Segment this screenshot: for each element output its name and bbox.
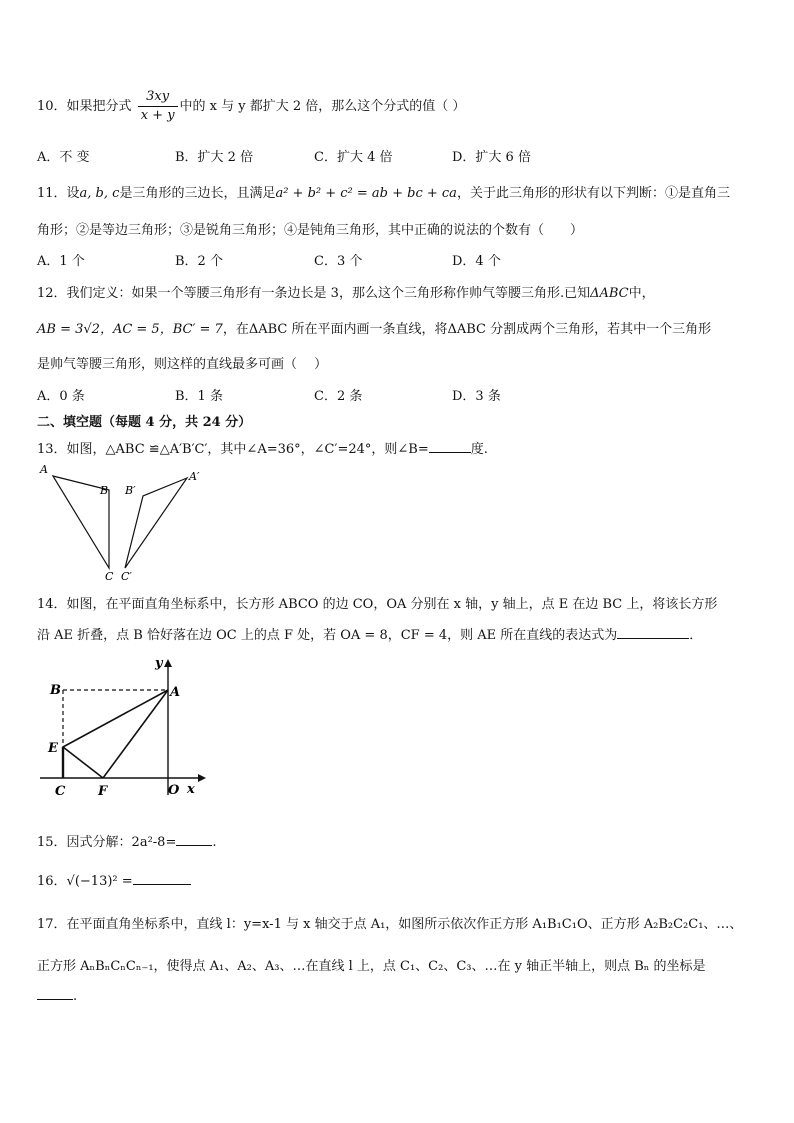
question-17-line-1: 17．在平面直角坐标系中，直线 l：y=x-1 与 x 轴交于点 A₁，如图所示依次作正方形 A₁B₁C₁O、正方形 A₂B₂C₂C₁、…、 xyxy=(37,917,743,932)
q10-text-pre: 如果把分式 xyxy=(66,99,132,114)
q10-option-a: A．不 变 xyxy=(37,150,90,165)
section-2-heading: 二、填空题（每题 4 分，共 24 分） xyxy=(37,415,252,430)
q15-text: 15．因式分解：2a²-8= xyxy=(37,835,177,850)
label-b: B xyxy=(50,683,61,698)
q17-suffix: . xyxy=(73,989,78,1004)
q11-option-a: A．1 个 xyxy=(37,254,85,269)
label-c-prime: C′ xyxy=(121,570,132,583)
segment-ef xyxy=(63,747,103,778)
q12-ab: AB = 3√2 xyxy=(37,322,100,337)
q12-bc: ，BC′ = 7 xyxy=(159,322,223,337)
question-14-line-2 xyxy=(37,624,702,643)
q10-option-c: C．扩大 4 倍 xyxy=(314,150,393,165)
q11-option-b: B．2 个 xyxy=(175,254,223,269)
question-11-line-2: 角形；②是等边三角形；③是锐角三角形；④是钝角三角形，其中正确的说法的个数有（ ） xyxy=(37,223,584,238)
q12-option-a: A．0 条 xyxy=(37,389,85,404)
q14-suffix: ． xyxy=(689,628,703,643)
q13-suffix: 度. xyxy=(470,442,488,457)
q17-answer-blank[interactable] xyxy=(37,999,73,1000)
q12-option-d: D．3 条 xyxy=(452,389,501,404)
label-a-prime: A′ xyxy=(189,470,200,483)
x-axis-arrow xyxy=(198,774,206,782)
q10-text-post: 中的 x 与 y 都扩大 2 倍，那么这个分式的值（ ） xyxy=(179,99,466,114)
q10-option-d: D．扩大 6 倍 xyxy=(452,150,531,165)
q11-option-d: D．4 个 xyxy=(452,254,501,269)
q11-text-c: ，关于此三角形的形状有以下判断：①是直角三 xyxy=(456,186,730,201)
question-15 xyxy=(37,831,216,850)
label-f: F xyxy=(98,784,108,799)
question-12-line-1 xyxy=(37,282,655,301)
q10-fraction xyxy=(138,88,178,125)
label-c: C xyxy=(55,784,66,799)
q16-number: 16． xyxy=(37,874,67,889)
question-12-line-2 xyxy=(37,318,711,337)
segment-ea xyxy=(63,690,168,747)
segment-fa xyxy=(103,690,168,778)
q10-option-b: B．扩大 2 倍 xyxy=(175,150,254,165)
label-x: x xyxy=(187,782,195,797)
label-o: O xyxy=(168,783,180,798)
question-17-line-2: 正方形 AₙBₙCₙCₙ₋₁，使得点 A₁、A₂、A₃、…在直线 l 上，点 C₁、C₂、C₃、…在 y 轴正半轴上，则点 Bₙ 的坐标是 xyxy=(37,959,706,974)
label-a: A xyxy=(40,463,48,476)
q12-triangle: ΔABC xyxy=(590,286,629,301)
label-b: B xyxy=(100,484,109,497)
q10-fraction-numerator: 3xy xyxy=(138,88,178,107)
q11-equation: a² + b² + c² = ab + bc + ca xyxy=(275,186,457,201)
question-13 xyxy=(37,438,488,457)
label-a: A xyxy=(170,685,181,700)
label-y: y xyxy=(155,656,163,671)
q11-option-c: C．3 个 xyxy=(314,254,363,269)
q16-expression: √(−13)² = xyxy=(66,874,133,889)
label-e: E xyxy=(48,741,58,756)
label-b-prime: B′ xyxy=(125,484,136,497)
q11-text-b: 是三角形的三边长，且满足 xyxy=(119,186,276,201)
q13-text: 13．如图，△ABC ≌△A′B′C′，其中∠A=36°，∠C′=24°，则∠B= xyxy=(37,442,429,457)
question-10 xyxy=(37,88,465,125)
q15-suffix: . xyxy=(212,835,217,850)
q10-fraction-denominator: x + y xyxy=(140,108,175,123)
question-11-line-1 xyxy=(37,182,730,201)
q14-coordinate-figure xyxy=(40,655,210,805)
q13-triangles-figure xyxy=(37,460,217,585)
q14-answer-blank[interactable] xyxy=(617,638,689,639)
question-12-line-3: 是帅气等腰三角形，则这样的直线最多可画（ ） xyxy=(37,357,328,372)
q11-text-a: 11．设 xyxy=(37,186,80,201)
q12-option-c: C．2 条 xyxy=(314,389,363,404)
question-16 xyxy=(37,870,191,889)
q16-answer-blank[interactable] xyxy=(133,884,191,885)
q12-text-1: 12．我们定义：如果一个等腰三角形有一条边长是 3，那么这个三角形称作帅气等腰三角形.已知 xyxy=(37,286,591,301)
q11-vars: a, b, c xyxy=(79,186,120,201)
q10-number: 10． xyxy=(37,99,67,114)
q15-answer-blank[interactable] xyxy=(176,845,212,846)
q14-text-2: 沿 AE 折叠，点 B 恰好落在边 OC 上的点 F 处，若 OA = 8，CF = 4，则 AE 所在直线的表达式为 xyxy=(37,628,618,643)
q12-option-b: B．1 条 xyxy=(175,389,223,404)
y-axis-arrow xyxy=(164,659,172,667)
q13-answer-blank[interactable] xyxy=(429,452,471,453)
question-14-line-1: 14．如图，在平面直角坐标系中，长方形 ABCO 的边 CO，OA 分别在 x 轴，y 轴上，点 E 在边 BC 上，将该长方形 xyxy=(37,597,718,612)
label-c: C xyxy=(105,570,114,583)
q12-text-1-end: 中， xyxy=(628,286,655,301)
q12-ac: ，AC = 5 xyxy=(99,322,160,337)
q12-text-2: ，在ΔABC 所在平面内画一条直线，将ΔABC 分割成两个三角形，若其中一个三角形 xyxy=(222,322,712,337)
question-17-line-3 xyxy=(37,989,77,1004)
